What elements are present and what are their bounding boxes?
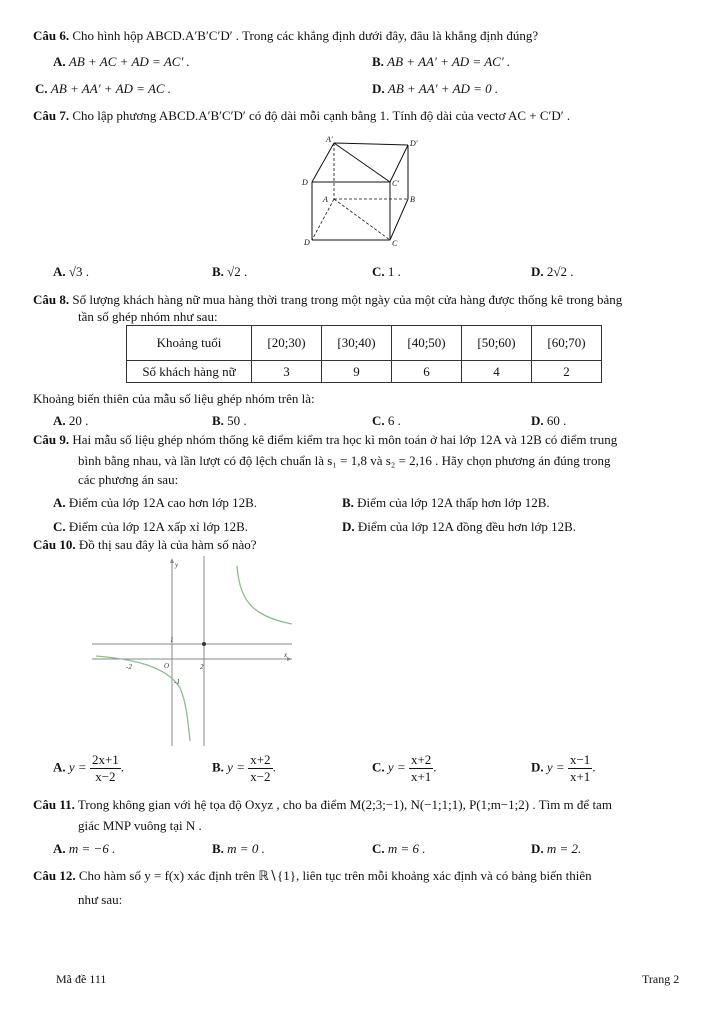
- q7-option-a-key: A.: [53, 264, 66, 279]
- q7-option-d-key: D.: [531, 264, 544, 279]
- q8-option-c-text: 6 .: [387, 413, 401, 428]
- q11-option-b-text: m = 0 .: [227, 841, 265, 856]
- q11-option-a-text: m = −6 .: [68, 841, 116, 856]
- q7-option-b-key: B.: [212, 264, 224, 279]
- q10-option-a-y: y =: [68, 759, 87, 775]
- cube-label-c: C: [392, 239, 398, 248]
- table-cell: [30;40): [322, 326, 392, 361]
- q8-option-a-text: 20 .: [68, 413, 89, 428]
- fraction-numerator: x+2: [250, 752, 271, 767]
- q8-option-b: [212, 413, 247, 429]
- q9-option-c-key: C.: [53, 519, 66, 534]
- q9-text1: Hai mẫu số liệu ghép nhóm thống kê điểm kiểm tra học kì môn toán ở hai lớp 12A và 12B có điểm trung: [72, 432, 618, 447]
- q8-stem-line1: [33, 292, 622, 308]
- q8-option-b-key: B.: [212, 413, 224, 428]
- q7-stem: [33, 108, 570, 124]
- q8-option-a-key: A.: [53, 413, 66, 428]
- q9-option-b: [342, 495, 550, 511]
- table-cell: 4: [462, 361, 532, 383]
- graph-label-one: 1: [170, 636, 174, 644]
- table-header-age: Khoảng tuổi: [127, 326, 252, 361]
- graph-label-two: 2: [200, 663, 204, 671]
- q10-option-c: C. y = $\frac{x+2}{x+1}$ .: [372, 752, 437, 784]
- q11-label: Câu 11.: [33, 797, 75, 812]
- table-header-count: Số khách hàng nữ: [127, 361, 252, 383]
- graph-label-x: x: [284, 651, 288, 659]
- fraction-denominator: x−2: [250, 769, 271, 784]
- table-cell: [20;30): [252, 326, 322, 361]
- q9-stem-line2: bình bằng nhau, và lần lượt có độ lệch chuẩn là s₁ = 1,8 và s₂ = 2,16 . Hãy chọn phương án đúng trong: [78, 453, 611, 468]
- q9-option-c-text: Điểm của lớp 12A xấp xỉ lớp 12B.: [68, 519, 249, 534]
- q6-option-c: [35, 81, 171, 97]
- q11-option-d: [531, 841, 581, 857]
- q11-option-b-key: B.: [212, 841, 224, 856]
- q11-option-d-text: m = 2.: [546, 841, 582, 856]
- graph-label-origin: O: [164, 662, 170, 670]
- q7-option-d-text: 2√2 .: [546, 264, 574, 279]
- q11-stem-line1: [33, 797, 612, 813]
- table-cell: 3: [252, 361, 322, 383]
- q6-text: Cho hình hộp ABCD.A′B′C′D′ . Trong các khẳng định dưới đây, đâu là khẳng định đúng?: [72, 28, 539, 43]
- q8-text1: Số lượng khách hàng nữ mua hàng thời trang trong một ngày của một cửa hàng được thống kê trong bảng: [72, 292, 623, 307]
- q12-text1: Cho hàm số y = f(x) xác định trên ℝ∖{1}, liên tục trên mỗi khoảng xác định và có bảng biến thiên: [78, 868, 592, 883]
- q7-label: Câu 7.: [33, 108, 70, 123]
- q6-option-d-text: AB + AA′ + AD = 0 .: [387, 81, 499, 96]
- fraction-numerator: 2x+1: [91, 752, 119, 767]
- q6-option-b: [372, 54, 510, 70]
- cube-label-d: D: [302, 178, 308, 187]
- q6-option-d-key: D.: [372, 81, 385, 96]
- q8-option-d: [531, 413, 566, 429]
- q8-stem-line2: tần số ghép nhóm như sau:: [78, 309, 218, 324]
- cube-label-bottom: D: [304, 238, 310, 247]
- table-cell: 6: [392, 361, 462, 383]
- q9-stem-line3: các phương án sau:: [78, 472, 179, 487]
- q9-label: Câu 9.: [33, 432, 70, 447]
- q9-option-b-key: B.: [342, 495, 354, 510]
- q8-question: Khoảng biến thiên của mẫu số liệu ghép nhóm trên là:: [33, 391, 315, 406]
- q10-text: Đồ thị sau đây là của hàm số nào?: [78, 537, 257, 552]
- q6-option-d: [372, 81, 498, 97]
- q10-option-b-key: B.: [212, 759, 224, 775]
- q11-option-a-key: A.: [53, 841, 66, 856]
- graph-label-minus-one: -1: [174, 678, 180, 686]
- frequency-table: [126, 325, 602, 383]
- q8-option-d-text: 60 .: [546, 413, 567, 428]
- fraction-denominator: x+1: [569, 769, 591, 784]
- q7-option-a-text: √3 .: [68, 264, 90, 279]
- table-cell: 9: [322, 361, 392, 383]
- q9-option-d-key: D.: [342, 519, 355, 534]
- q9-option-b-text: Điểm của lớp 12A thấp hơn lớp 12B.: [357, 495, 550, 510]
- q6-stem: [33, 28, 538, 44]
- q11-option-d-key: D.: [531, 841, 544, 856]
- exam-code: Mã đề 111: [56, 972, 107, 986]
- graph-branch-right: [237, 566, 292, 624]
- q10-option-b-fraction: [248, 752, 272, 785]
- q6-option-b-text: AB + AA′ + AD = AC′ .: [387, 54, 511, 69]
- q9-option-a-key: A.: [53, 495, 66, 510]
- cube-figure: [296, 134, 426, 254]
- q9-option-c: [53, 519, 248, 535]
- q11-option-c-text: m = 6 .: [387, 841, 426, 856]
- q7-option-a: [53, 264, 89, 280]
- cube-label-a-prime: A′: [326, 135, 333, 144]
- q10-option-c-key: C.: [372, 759, 385, 775]
- q11-stem-line2: giác MNP vuông tại N .: [78, 818, 202, 833]
- q12-stem-line1: [33, 868, 592, 884]
- q8-option-a: [53, 413, 88, 429]
- q9-option-a: [53, 495, 257, 511]
- q8-option-d-key: D.: [531, 413, 544, 428]
- q6-option-c-key: C.: [35, 81, 48, 96]
- table-row-intervals: [127, 326, 602, 361]
- table-cell: 2: [532, 361, 602, 383]
- q9-option-d-text: Điểm của lớp 12A đồng đều hơn lớp 12B.: [357, 519, 577, 534]
- table-row-counts: [127, 361, 602, 383]
- q10-option-a-key: A.: [53, 759, 66, 775]
- q11-option-a: [53, 841, 115, 857]
- q7-option-b: [212, 264, 247, 280]
- table-cell: [60;70): [532, 326, 602, 361]
- q7-option-b-text: √2 .: [227, 264, 248, 279]
- q7-option-c-key: C.: [372, 264, 385, 279]
- q12-label: Câu 12.: [33, 868, 76, 883]
- q10-option-b-y: y =: [227, 759, 245, 775]
- table-cell: [40;50): [392, 326, 462, 361]
- q10-option-b: B. y = $\frac{x+2}{x-2}$ .: [212, 752, 276, 784]
- q6-option-a-key: A.: [53, 54, 66, 69]
- q9-stem-line1: [33, 432, 617, 448]
- q10-option-d-fraction: [568, 752, 592, 785]
- q8-option-b-text: 50 .: [227, 413, 247, 428]
- q11-option-b: [212, 841, 265, 857]
- page-number: Trang 2: [642, 972, 680, 986]
- fraction-denominator: x−2: [95, 769, 116, 784]
- table-cell: [50;60): [462, 326, 532, 361]
- function-graph: [92, 556, 297, 746]
- graph-branch-left: [96, 656, 190, 741]
- fraction-numerator: x+2: [410, 752, 432, 767]
- q8-option-c: [372, 413, 401, 429]
- q10-stem: [33, 537, 257, 553]
- q6-option-b-key: B.: [372, 54, 384, 69]
- q12-stem-line2: như sau:: [78, 892, 123, 907]
- q9-option-a-text: Điểm của lớp 12A cao hơn lớp 12B.: [68, 495, 258, 510]
- q8-label: Câu 8.: [33, 292, 70, 307]
- q10-option-a-fraction: [90, 752, 121, 785]
- q10-option-c-y: y =: [387, 759, 406, 775]
- q7-text: Cho lập phương ABCD.A′B′C′D′ có độ dài mỗi cạnh bằng 1. Tính độ dài của vectơ AC + C′D′ .: [72, 108, 571, 123]
- q6-option-c-text: AB + AA′ + AD = AC .: [50, 81, 172, 96]
- fraction-denominator: x+1: [410, 769, 432, 784]
- q8-option-c-key: C.: [372, 413, 385, 428]
- q11-option-c-key: C.: [372, 841, 385, 856]
- q10-option-d-key: D.: [531, 759, 544, 775]
- q10-option-c-fraction: [409, 752, 433, 785]
- q6-option-a: [53, 54, 190, 70]
- q7-option-c-text: 1 .: [387, 264, 401, 279]
- q10-label: Câu 10.: [33, 537, 76, 552]
- q6-option-a-text: AB + AC + AD = AC′ .: [68, 54, 190, 69]
- cube-label-c-prime: C′: [392, 179, 400, 188]
- graph-label-minus-two: -2: [126, 663, 132, 671]
- q10-option-d: D. y = $\frac{x-1}{x+1}$ .: [531, 752, 596, 784]
- cube-label-d-prime: D′: [410, 139, 418, 148]
- fraction-numerator: x−1: [569, 752, 591, 767]
- graph-label-y: y: [175, 561, 179, 569]
- q9-option-d: [342, 519, 576, 535]
- q7-option-c: [372, 264, 401, 280]
- q10-option-a: A. y = $\frac{2x+1}{x-2}$ .: [53, 752, 125, 784]
- cube-label-b: B: [410, 195, 415, 204]
- q6-label: Câu 6.: [33, 28, 70, 43]
- q7-option-d: [531, 264, 574, 280]
- q11-option-c: [372, 841, 426, 857]
- cube-label-a: A: [323, 195, 328, 204]
- q11-text1: Trong không gian với hệ tọa độ Oxyz , cho ba điểm M(2;3;−1), N(−1;1;1), P(1;m−1;2) . Tìm m để tam: [77, 797, 612, 812]
- q10-option-d-y: y =: [546, 759, 565, 775]
